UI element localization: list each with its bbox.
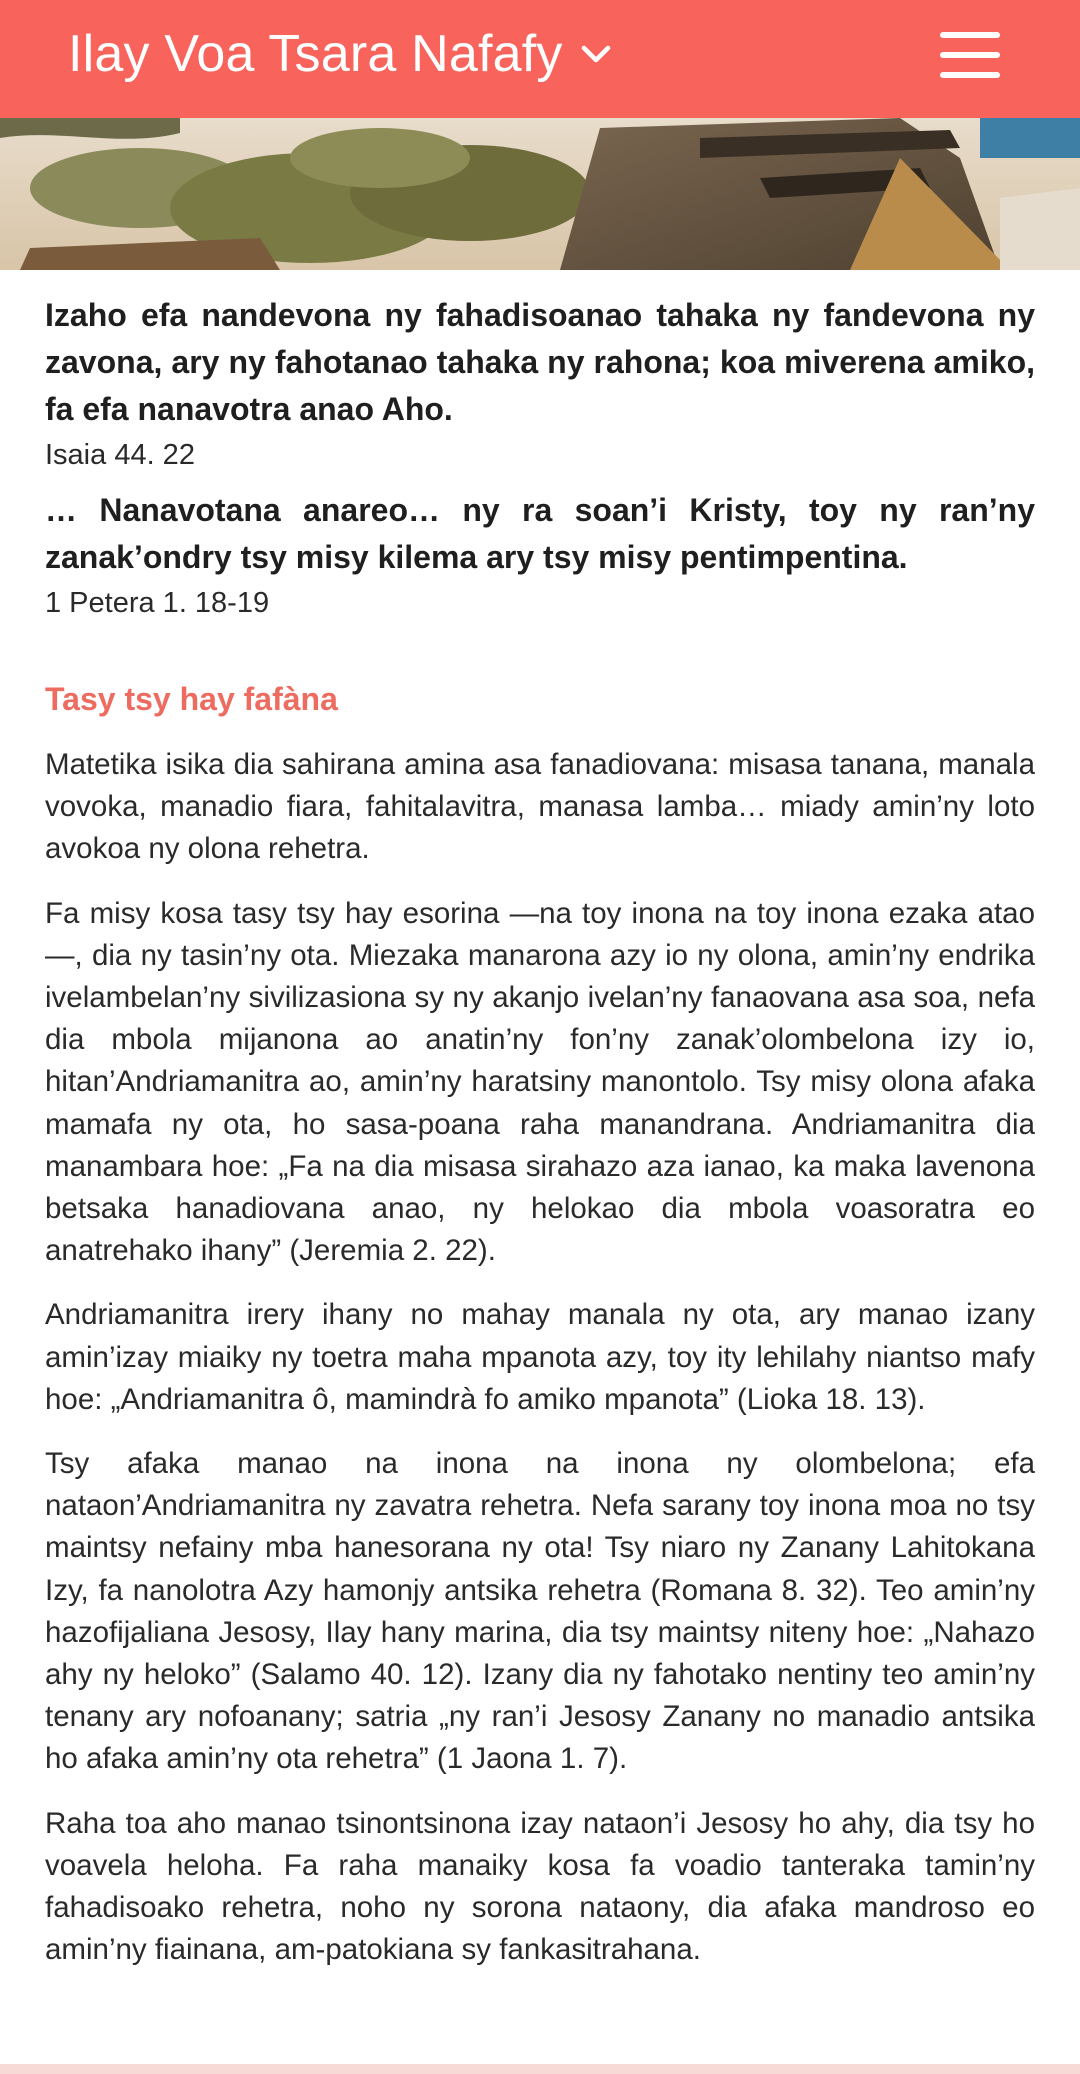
body-paragraph: Matetika isika dia sahirana amina asa fanadiovana: misasa tanana, manala vovoka, manadio fiara, fahitalavitra, manasa lamba… miady amin’ny loto avokoa ny olona rehetra. [45,748,1035,866]
beach-hut-illustration [0,118,1080,270]
app-header [0,0,1080,118]
hamburger-menu-icon[interactable] [936,30,1004,80]
devotional-content [45,292,1035,1993]
verse-reference: Isaia 44. 22 [45,439,195,471]
verse-reference: 1 Petera 1. 18-19 [45,587,270,619]
body-paragraph: Raha toa aho manao tsinontsinona izay nataon’i Jesosy ho ahy, dia tsy ho voavela heloha. Fa raha manaiky kosa fa voadio tanteraka tamin’ny fahadisoako rehetra, noho ny sorona nataony, dia afaka mandroso eo amin’ny fiainana, am-patokiana sy fankasitrahana. [45,1806,1035,1967]
chevron-down-icon [579,37,613,71]
bible-verse: Izaho efa nandevona ny fahadisoanao tahaka ny fandevona ny zavona, ary ny fahotanao tahaka ny rahona; koa miverena amiko, fa efa nanavotra anao Aho. [45,297,1035,427]
body-paragraph: Tsy afaka manao na inona na inona ny olombelona; efa nataon’Andriamanitra ny zavatra rehetra. Nefa sarany toy inona moa no tsy maintsy nefainy mba hanesorana ny ota! Tsy niaro ny Zanany Lahitokana Izy, fa nanolotra Azy hamonjy antsika rehetra (Romana 8. 32). Teo amin’ny hazofijaliana Jesosy, Ilay hany marina, dia tsy maintsy niteny hoe: „Nahazo ahy ny heloko” (Salamo 40. 12). Izany dia ny fahotako nentiny teo amin’ny tenany ary nofoanany; satria „ny ran’i Jesosy Zanany no manadio antsika ho afaka amin’ny ota rehetra” (1 Jaona 1. 7). [45,1447,1035,1776]
body-paragraph: Fa misy kosa tasy tsy hay esorina —na toy inona na toy inona ezaka atao—, dia ny tasin’ny ota. Miezaka manarona azy io ny olona, amin’ny endrika ivelambelan’ny sivilizasiona sy ny akanjo ivelan’ny fanaovana asa soa, nefa dia mbola mijanona ao anatin’ny fon’ny zanak’olombelona izy io, hitan’Andriamanitra ao, amin’ny haratsiny manontolo. Tsy misy olona afaka mamafa ny ota, ho sasa-poana raha manandrana. Andriamanitra dia manambara hoe: „Fa na dia misasa sirahazo aza ianao, ka maka lavenona betsaka hanadiovana anao, ny helokao dia mbola voasoratra eo anatrehako ihany” (Jeremia 2. 22). [45,896,1035,1268]
section-title: Tasy tsy hay fafàna [45,681,338,717]
header-title: Ilay Voa Tsara Nafafy [68,25,563,83]
header-banner-image [0,118,1080,270]
bottom-edge [0,2064,1080,2074]
publication-selector[interactable] [68,24,613,84]
bible-verse: … Nanavotana anareo… ny ra soan’i Kristy, toy ny ran’ny zanak’ondry tsy misy kilema ary tsy misy pentimpentina. [45,492,1035,575]
body-paragraph: Andriamanitra irery ihany no mahay manala ny ota, ary manao izany amin’izay miaiky ny toetra maha mpanota azy, toy ity lehilahy niantso mafy hoe: „Andriamanitra ô, mamindrà fo amiko mpanota” (Lioka 18. 13). [45,1298,1035,1416]
